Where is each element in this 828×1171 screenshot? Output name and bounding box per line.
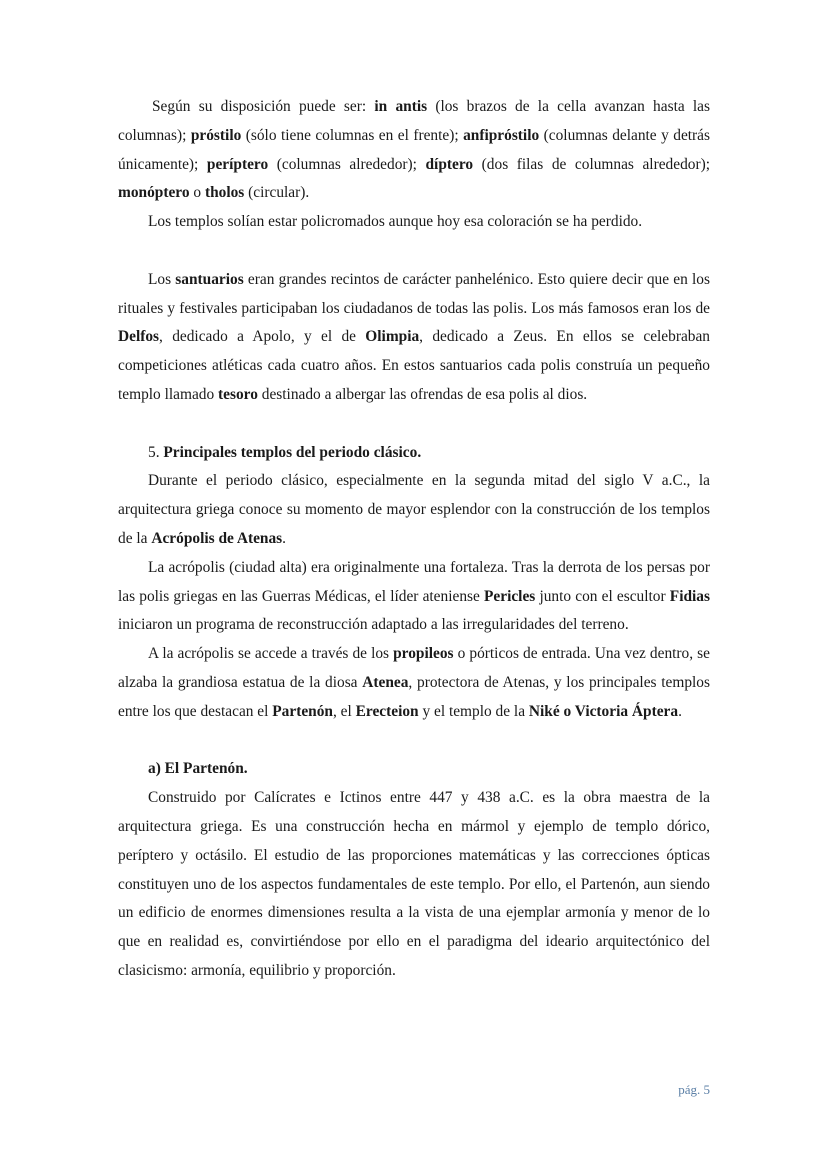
text: junto con el escultor bbox=[535, 587, 670, 605]
text: iniciaron un programa de reconstrucción adaptado a las irregularidades del terreno. bbox=[118, 616, 629, 634]
paragraph-acropolis-history bbox=[118, 554, 710, 640]
term-nike: Niké o Victoria Áptera bbox=[528, 702, 679, 720]
text: (circular). bbox=[244, 184, 310, 202]
text: , el bbox=[332, 702, 356, 720]
text: eran grandes recintos de carácter panhelénico. Esto quiere decir que en los rituales y festivales participaban los ciudadanos de todas las polis. Los más famosos eran los de bbox=[118, 270, 710, 317]
text: Durante el periodo clásico, especialmente en la segunda mitad del siglo V a.C., la arquitectura griega conoce su momento de mayor esplendor con la construcción de los templos de la bbox=[118, 472, 710, 547]
paragraph-parthenon: Construido por Calícrates e Ictinos entre 447 y 438 a.C. es la obra maestra de la arquitectura griega. Es una construcción hecha en mármol y ejemplo de templo dórico, períptero y octásilo. El estudio de las proporciones matemáticas y las correcciones ópticas constituyen uno de los aspectos fundamentales de este templo. Por ello, el Partenón, aun siendo un edificio de enormes dimensiones resulta a la vista de una ejemplar armonía y menor de lo que en realidad es, convirtiéndose por ello en el paradigma del ideario arquitectónico del clasicismo: armonía, equilibrio y proporción. bbox=[118, 789, 710, 979]
paragraph-classical-period bbox=[118, 467, 710, 553]
document-page bbox=[118, 93, 710, 986]
term-acropolis: Acrópolis de Atenas bbox=[151, 529, 283, 547]
term-fidias: Fidias bbox=[669, 587, 710, 605]
text: . bbox=[678, 702, 682, 720]
term-olimpia: Olimpia bbox=[365, 328, 420, 346]
text: , protectora de Atenas, y los principales templos entre los que destacan el bbox=[118, 673, 710, 720]
term-santuarios: santuarios bbox=[175, 270, 244, 288]
text: o bbox=[189, 184, 205, 202]
term-propileos: propileos bbox=[393, 645, 454, 663]
text: Según su disposición puede ser: bbox=[152, 98, 375, 115]
subsection-heading-parthenon bbox=[118, 755, 710, 784]
text: Los bbox=[148, 270, 176, 288]
text: (columnas delante y detrás únicamente); bbox=[118, 126, 710, 173]
term-anfiprostilo: anfipróstilo bbox=[463, 126, 540, 144]
paragraph-temple-types bbox=[118, 93, 710, 208]
term-atenea: Atenea bbox=[362, 673, 409, 691]
term-periptero: períptero bbox=[206, 155, 269, 173]
section-title: Principales templos del periodo clásico. bbox=[163, 443, 422, 461]
paragraph-sanctuaries bbox=[118, 266, 710, 410]
text: (sólo tiene columnas en el frente); bbox=[241, 126, 464, 144]
text: y el templo de la bbox=[418, 702, 529, 720]
term-monoptero: monóptero bbox=[118, 184, 190, 202]
subsection-title: a) El Partenón. bbox=[148, 760, 248, 778]
section-number: 5. bbox=[148, 443, 164, 461]
term-tholos: tholos bbox=[204, 184, 245, 202]
term-erecteion: Erecteion bbox=[355, 702, 419, 720]
term-tesoro: tesoro bbox=[218, 385, 258, 403]
term-in-antis: in antis bbox=[374, 98, 428, 115]
text: (dos filas de columnas alrededor); bbox=[473, 155, 710, 173]
section-heading-5 bbox=[118, 439, 710, 468]
text: o pórticos de entrada. Una vez dentro, se alzaba la grandiosa estatua de la diosa bbox=[118, 645, 710, 691]
text: . bbox=[282, 529, 287, 547]
term-diptero: díptero bbox=[425, 155, 474, 173]
text: destinado a albergar las ofrendas de esa polis al dios. bbox=[257, 385, 588, 403]
text: , dedicado a Zeus. En ellos se celebraban competiciones atléticas cada cuatro años. En estos santuarios cada polis construía un pequeño templo llamado bbox=[118, 328, 711, 403]
text: (los brazos de la cella avanzan hasta las columnas); bbox=[118, 98, 710, 144]
term-partenon: Partenón bbox=[272, 702, 333, 720]
text: , dedicado a Apolo, y el de bbox=[159, 328, 366, 346]
term-pericles: Pericles bbox=[484, 587, 536, 605]
page-number: pág. 5 bbox=[678, 1082, 710, 1097]
paragraph-acropolis-access bbox=[118, 640, 710, 726]
paragraph-polychromy: Los templos solían estar policromados aunque hoy esa coloración se ha perdido. bbox=[148, 213, 643, 231]
term-delfos: Delfos bbox=[118, 328, 160, 346]
term-prostilo: próstilo bbox=[190, 126, 242, 144]
text: (columnas alrededor); bbox=[268, 155, 426, 173]
text: La acrópolis (ciudad alta) era originalmente una fortaleza. Tras la derrota de los persas por las polis griegas en las Guerras Médicas, el líder ateniense bbox=[118, 558, 710, 605]
text: A la acrópolis se accede a través de los bbox=[148, 645, 394, 663]
